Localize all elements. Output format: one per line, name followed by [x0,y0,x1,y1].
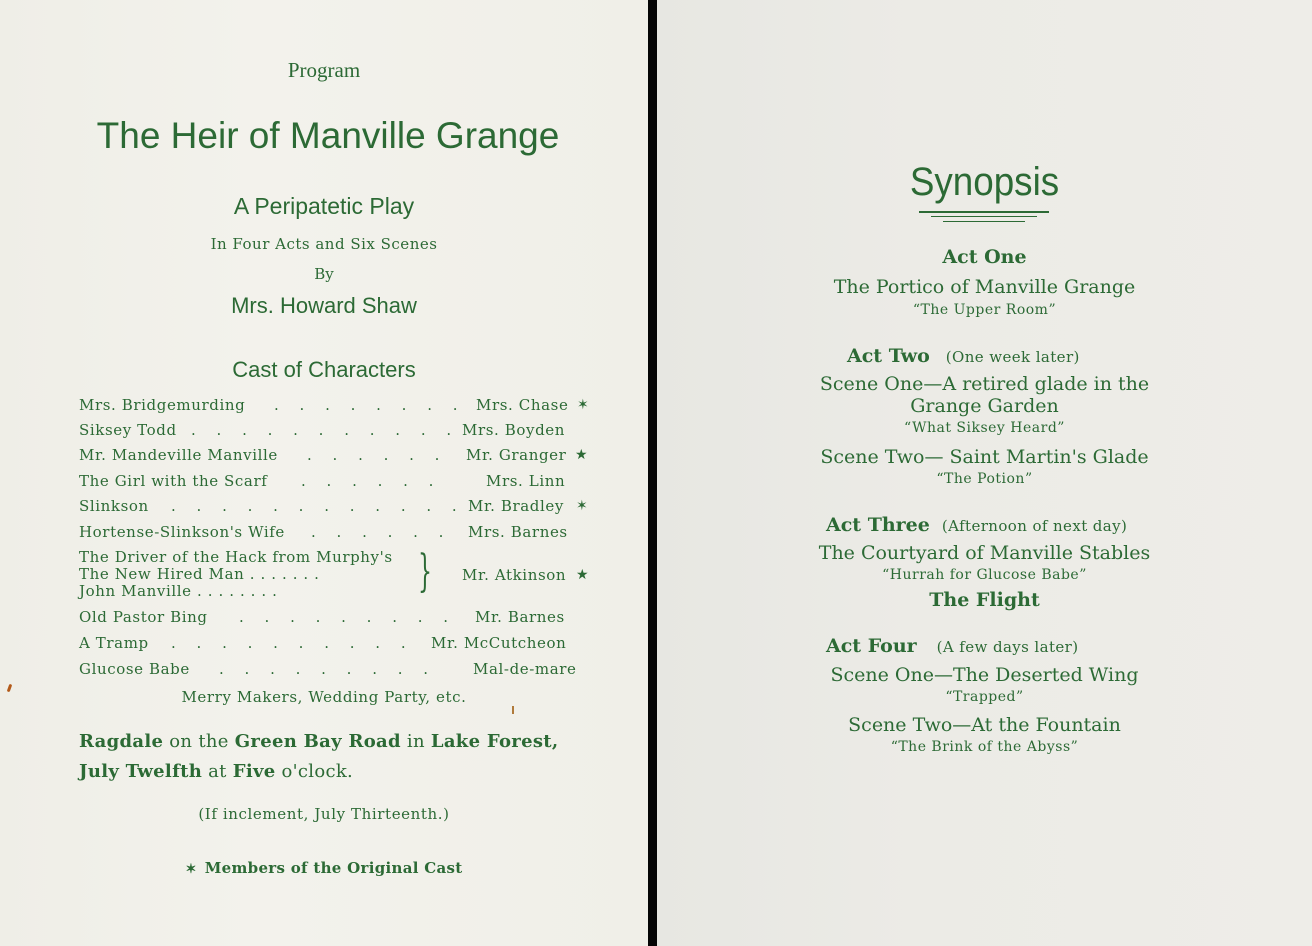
venue-line [79,731,558,752]
original-cast-text: Members of the Original Cast [204,859,463,877]
leader-dots: . . . . . . . . . . . . [171,497,465,515]
act-two-label: Act Two [847,345,930,367]
act-two-note: (One week later) [945,348,1080,366]
cast-row [79,472,599,492]
cast-role: Slinkson [79,497,149,515]
cast-heading: Cast of Characters [232,357,416,382]
cast-actor: Mr. Granger [466,446,567,464]
time: Five [232,761,276,782]
act-two-scene-two: Scene Two— Saint Martin's Glade [820,446,1149,468]
group-role: John Manville . . . . . . . . [79,582,278,600]
cast-row [79,396,599,416]
cast-role: Old Pastor Bing [79,608,208,626]
cast-actor: Mrs. Barnes [468,523,568,541]
date-text: at [202,761,233,782]
date: July Twelfth [79,761,203,782]
date-line [79,761,353,782]
play-title: The Heir of Manville Grange [96,115,560,156]
original-cast-note [0,859,648,877]
star-icon: ✶ [577,397,590,413]
play-subtitle: A Peripatetic Play [233,193,415,219]
cast-role: Mrs. Bridgemurding [79,396,246,414]
act-four-quote-two: “The Brink of the Abyss” [890,739,1079,755]
leader-dots: . . . . . . [301,472,442,490]
act-three-note: (Afternoon of next day) [941,517,1128,535]
act-three-scene-two: The Flight [929,589,1040,611]
cast-row [79,497,599,517]
cast-actor: Mr. Barnes [475,608,565,626]
cast-role: Glucose Babe [79,660,190,678]
date-text: o'clock. [275,761,354,782]
act-two-quote-one: “What Siksey Heard” [904,420,1065,436]
act-two-heading [847,345,1080,367]
inclement-note: (If inclement, July Thirteenth.) [198,805,450,823]
leader-dots: . . . . . . [311,523,452,541]
cast-role: A Tramp [79,634,149,652]
cast-role: The Girl with the Scarf [79,472,268,490]
star-icon: ✶ [576,498,589,514]
cast-row [79,608,599,628]
group-actor: Mr. Atkinson [462,566,567,584]
act-four-scene-one: Scene One—The Deserted Wing [830,664,1139,686]
cast-role: Siksey Todd [79,421,177,439]
synopsis-title: Synopsis [909,160,1060,204]
group-role: The New Hired Man . . . . . . . [79,565,320,583]
title-rule [943,221,1025,222]
star-icon: ★ [576,567,589,583]
act-four-label: Act Four [826,635,917,657]
author: Mrs. Howard Shaw [231,293,417,318]
act-three-quote: “Hurrah for Glucose Babe” [882,567,1087,583]
act-two-scene-one-cont: Grange Garden [910,395,1059,417]
merry-makers-line: Merry Makers, Wedding Party, etc. [181,688,467,706]
leader-dots: . . . . . . . . . . [171,634,414,652]
act-four-heading [826,635,1079,657]
brace-icon: } [418,546,432,597]
act-three-scene: The Courtyard of Manville Stables [818,542,1151,564]
venue-text: on the [163,731,235,752]
act-one-quote: “The Upper Room” [912,302,1057,318]
cast-role: Hortense-Slinkson's Wife [79,523,285,541]
leader-dots: . . . . . . [307,446,448,464]
leader-dots: . . . . . . . . [274,396,466,414]
venue-road: Green Bay Road [234,731,401,752]
cast-role: Mr. Mandeville Manville [79,446,278,464]
venue-name: Ragdale [79,731,164,752]
act-one-scene: The Portico of Manville Grange [833,276,1136,298]
cast-row [79,421,599,441]
title-rule [931,216,1037,217]
leader-dots: . . . . . . . . . [219,660,437,678]
venue-town: Lake Forest, [430,731,559,752]
program-label: Program [287,58,361,82]
cast-actor: Mr. Bradley [468,497,564,515]
cast-row [79,446,599,466]
cast-row [79,634,599,654]
synopsis-page [657,0,1312,946]
group-role: The Driver of the Hack from Murphy's [79,548,393,566]
program-page [0,0,648,946]
cast-actor: Mrs. Linn [486,472,566,490]
cast-row [79,660,599,680]
leader-dots: . . . . . . . . . . . [191,421,460,439]
star-icon: ✶ [185,862,197,877]
act-four-scene-two: Scene Two—At the Fountain [848,714,1121,736]
venue-text: in [400,731,431,752]
cast-actor: Mrs. Boyden [462,421,566,439]
by-line: By [314,265,334,283]
act-four-note: (A few days later) [936,638,1079,656]
cast-actor: Mrs. Chase [476,396,569,414]
act-three-heading [826,514,1127,536]
title-rule [919,211,1049,213]
cast-row [79,523,599,543]
ink-mark [512,706,514,714]
act-three-label: Act Three [826,514,930,536]
act-two-quote-two: “The Potion” [936,471,1033,487]
acts-line: In Four Acts and Six Scenes [210,235,438,253]
cast-actor: Mr. McCutcheon [431,634,567,652]
cast-actor: Mal-de-mare [473,660,577,678]
star-icon: ★ [575,447,589,463]
act-two-scene-one: Scene One—A retired glade in the [819,373,1150,395]
act-one-heading: Act One [942,246,1027,268]
leader-dots: . . . . . . . . . [239,608,457,626]
act-four-quote-one: “Trapped” [945,689,1024,705]
